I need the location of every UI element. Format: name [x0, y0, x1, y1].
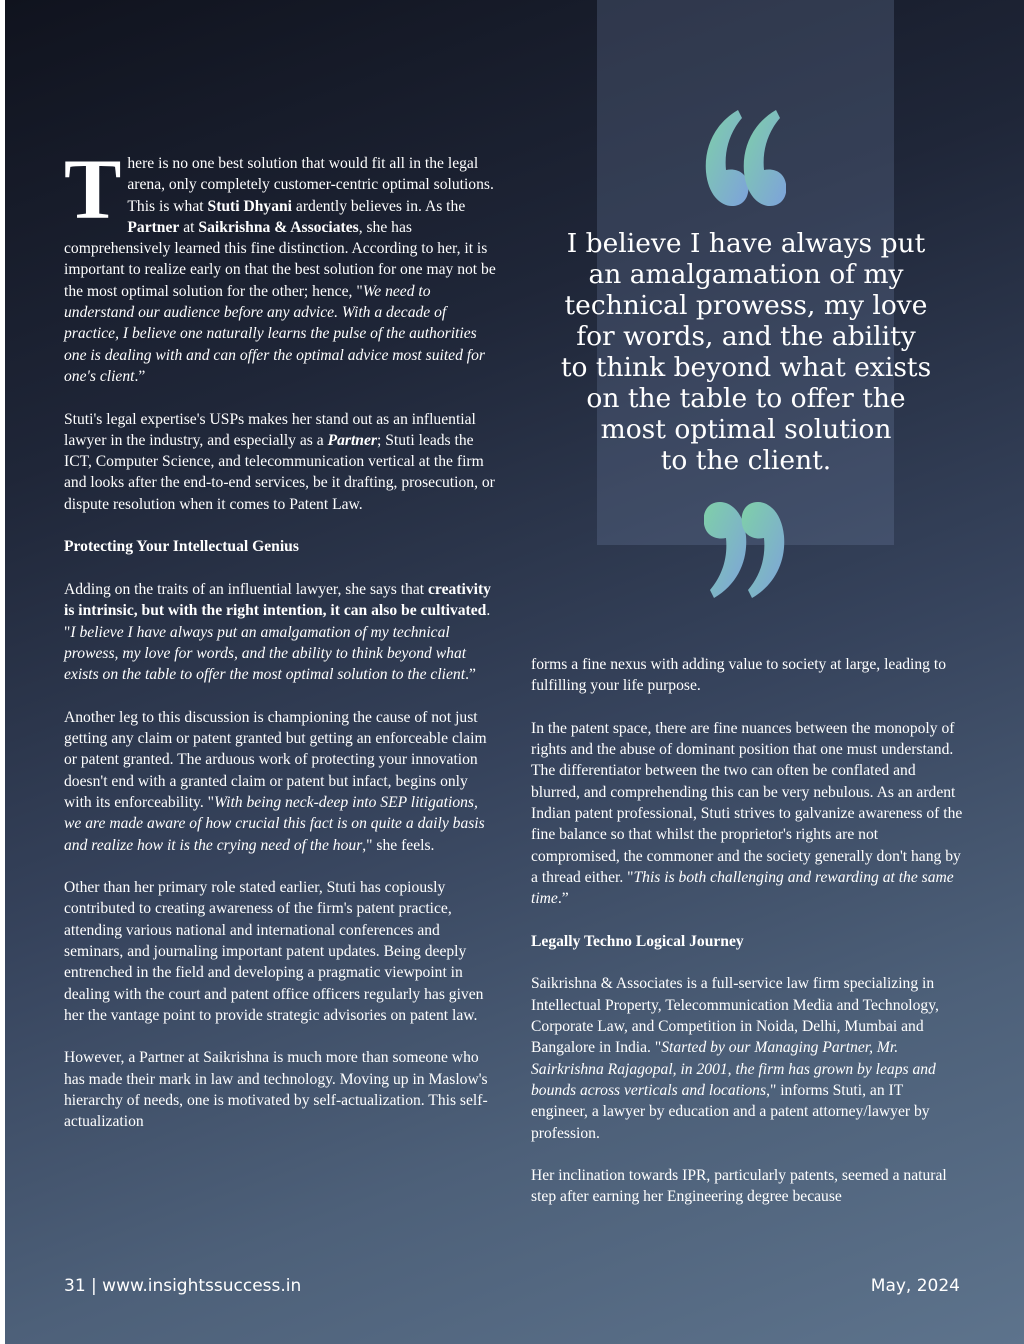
pull-quote-line: to think beyond what exists: [560, 352, 932, 383]
pull-quote-line: technical prowess, my love: [564, 290, 928, 321]
paragraph: [64, 141, 496, 387]
text: In the patent space, there are fine nuances between the monopoly of rights and the abuse of dominant position that one must understand. The differentiator between the two can often be conflated and blurred, and comprehending this can be very nebulous. As an ardent Indian patent professional, Stuti strives to galvanize awareness of the fine balance so that whilst the proprietor's rights are not compromised, the commoner and the society generally don't hang by a thread either. ": [531, 719, 963, 886]
pull-quote-line: I believe I have always put: [566, 228, 926, 259]
pull-quote: [540, 228, 952, 476]
text: at: [179, 218, 199, 236]
bold-italic-text: Partner: [327, 431, 377, 449]
footer-page-site: 31 | www.insightssuccess.in: [64, 1276, 302, 1296]
paragraph: However, a Partner at Saikrishna is much more than someone who has made their mark in law and technology. Moving up in Maslow's hierarchy of needs, one is motivated by self-actualization. This self-actualization: [64, 1049, 488, 1131]
text: , she has comprehensively learned this fine distinction. According to her, it is important to realize early on that the best solution for one may not be the most optimal solution for the other; hence, ": [64, 218, 496, 300]
paragraph: [531, 973, 963, 1143]
paragraph: forms a fine nexus with adding value to society at large, leading to fulfilling your life purpose.: [531, 656, 947, 695]
paragraph: [531, 718, 963, 910]
italic-text: Started by our Managing Partner, Mr. Sairkrishna Rajagopal, in 2001, the firm has grown by leaps and bounds across verticals and locations: [531, 1039, 936, 1099]
drop-cap: T: [64, 141, 122, 237]
italic-text: This is both challenging and rewarding at the same time: [531, 868, 954, 908]
pull-quote-line: for words, and the ability: [576, 321, 916, 352]
text: .”: [465, 666, 476, 684]
right-column: [531, 654, 963, 1229]
text: here is no one best solution that would fit all in the legal arena, only completely customer-centric optimal solutions. This is what: [127, 155, 494, 215]
italic-text: We need to understand our audience before any advice. With a decade of practice, I believe one naturally learns the pulse of the authorities one is dealing with and can offer the optimal advice most suited for one's client: [64, 282, 485, 385]
italic-text: I believe I have always put an amalgamation of my technical prowess, my love for words, and the ability to think beyond what exists on the table to offer the most optimal solution to the client: [64, 623, 467, 684]
left-edge-strip: [0, 0, 5, 1344]
close-quote-icon: [704, 496, 790, 602]
text: Stuti's legal expertise's USPs makes her stand out as an influential lawyer in the industry, and especially as a: [64, 410, 476, 449]
text: .”: [134, 367, 146, 385]
section-heading: Protecting Your Intellectual Genius: [64, 538, 299, 556]
text: Adding on the traits of an influential lawyer, she says that: [64, 580, 429, 598]
pull-quote-line: an amalgamation of my: [588, 259, 904, 290]
bold-text: Saikrishna & Associates: [198, 218, 359, 236]
pull-quote-line: on the table to offer the: [586, 383, 906, 414]
italic-text: With being neck-deep into SEP litigations, we are made aware of how crucial this fact is on quite a daily basis and realize how it is the crying need of the hour: [64, 793, 485, 854]
paragraph: [64, 707, 496, 856]
bold-text: Partner: [127, 218, 180, 236]
open-quote-icon: [700, 106, 786, 212]
pull-quote-line: to the client.: [660, 445, 832, 476]
left-column: [64, 141, 496, 1154]
footer-date: May, 2024: [870, 1276, 960, 1296]
pull-quote-line: most optimal solution: [600, 414, 892, 445]
text: ; Stuti leads the ICT, Computer Science, and telecommunication vertical at the firm and looks after the end-to-end services, be it drafting, prosecution, or dispute resolution when it comes to Patent Law.: [64, 431, 495, 513]
text: Saikrishna & Associates is a full-service law firm specializing in Intellectual Property, Telecommunication Media and Technology, Corporate Law, and Competition in Noida, Delhi, Mumbai and Bangalore in India. ": [531, 975, 939, 1057]
paragraph: Other than her primary role stated earlier, Stuti has copiously contributed to creating awareness of the firm's patent practice, attending various national and international conferences and seminars, and journaling important patent updates. Being deeply entrenched in the field and developing a pragmatic viewpoint in dealing with the court and patent office officers regularly has given her the vantage point to provide strategic advisories on patent law.: [64, 879, 484, 1024]
paragraph: [64, 409, 496, 515]
text: .”: [557, 890, 569, 908]
text: Another leg to this discussion is championing the cause of not just getting any claim or patent granted but getting an enforceable claim or patent granted. The arduous work of protecting your innovation doesn't end with a granted claim or patent but infact, begins only with its enforceability. ": [64, 708, 487, 811]
bold-text: creativity is intrinsic, but with the right intention, it can also be cultivated: [64, 580, 491, 620]
text: ," she feels.: [362, 836, 435, 854]
paragraph: [64, 579, 496, 685]
section-heading: Legally Techno Logical Journey: [531, 932, 744, 950]
paragraph: Her inclination towards IPR, particularly patents, seemed a natural step after earning her Engineering degree because: [531, 1167, 947, 1206]
text: ," informs Stuti, an IT engineer, a lawyer by education and a patent attorney/lawyer by profession.: [531, 1081, 930, 1142]
text: . ": [64, 602, 491, 641]
text: ardently believes in. As the: [292, 197, 466, 215]
bold-text: Stuti Dhyani: [207, 197, 293, 215]
